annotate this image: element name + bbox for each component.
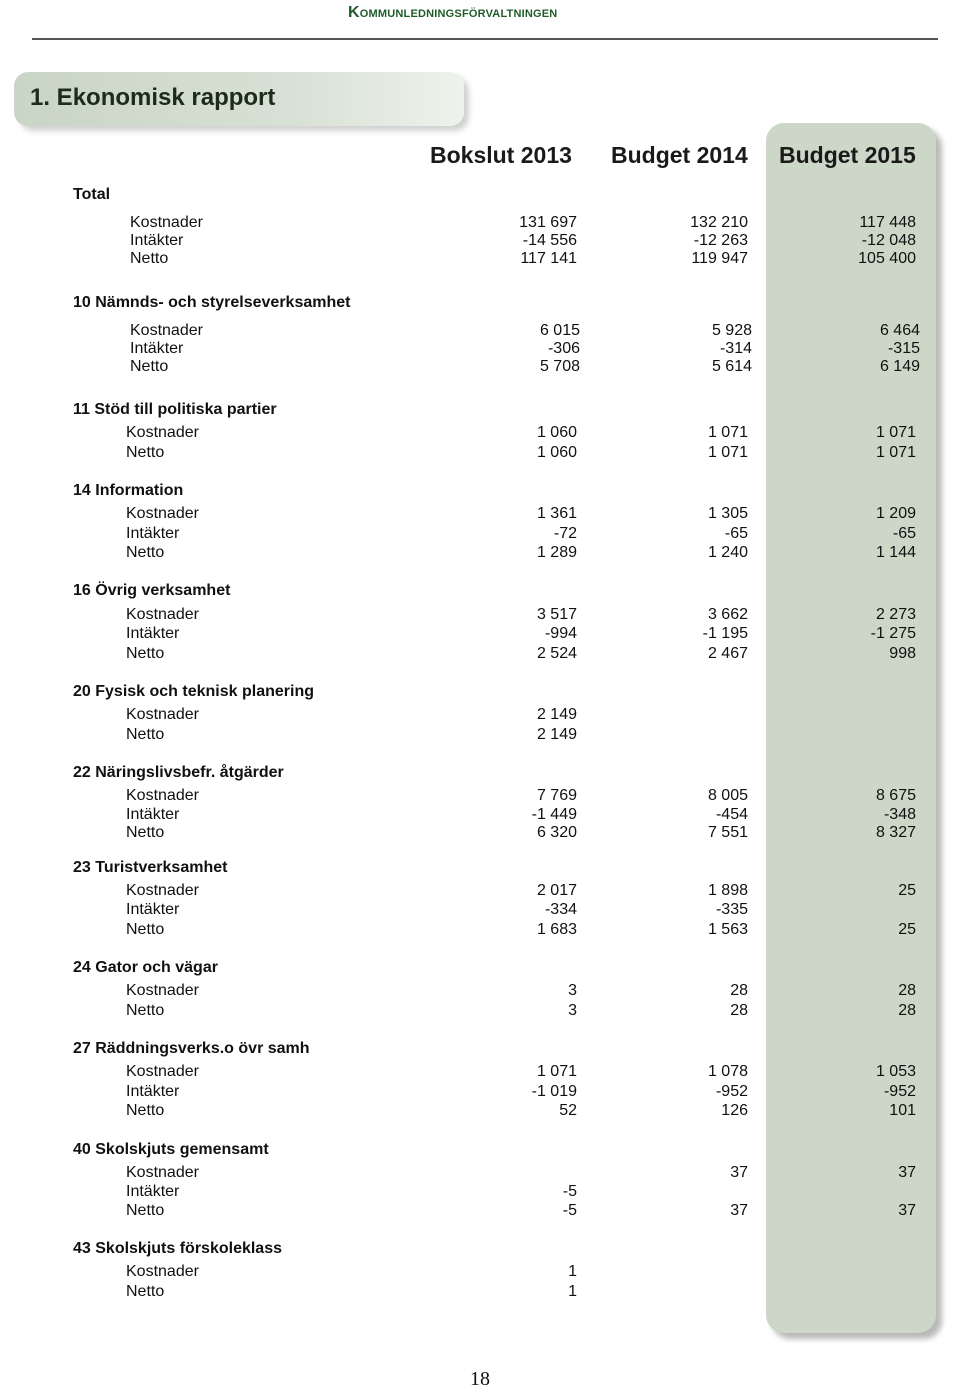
row-label: Netto bbox=[130, 250, 169, 267]
cell-value: -315 bbox=[887, 340, 920, 357]
cell-value: 2 149 bbox=[536, 706, 577, 723]
row-label: Intäkter bbox=[126, 1183, 180, 1200]
cell-value: 1 060 bbox=[536, 444, 577, 461]
cell-value: 1 144 bbox=[875, 544, 916, 561]
cell-value: 119 947 bbox=[691, 250, 748, 267]
cell-value: -14 556 bbox=[522, 232, 577, 249]
cell-value: 101 bbox=[889, 1102, 916, 1119]
cell-value: 1 240 bbox=[707, 544, 748, 561]
cell-value: 37 bbox=[898, 1202, 916, 1219]
row-label: Kostnader bbox=[126, 706, 199, 723]
row-label: Kostnader bbox=[126, 505, 199, 522]
cell-value: -72 bbox=[553, 525, 577, 542]
cell-value: 5 928 bbox=[711, 322, 752, 339]
cell-value: 7 769 bbox=[536, 787, 577, 804]
department-name: Kommunledningsförvaltningen bbox=[348, 4, 558, 21]
cell-value: 1 361 bbox=[536, 505, 577, 522]
cell-value: 1 078 bbox=[707, 1063, 748, 1080]
cell-value: -348 bbox=[883, 806, 916, 823]
cell-value: 1 071 bbox=[707, 424, 748, 441]
cell-value: 1 071 bbox=[875, 444, 916, 461]
row-label: Intäkter bbox=[130, 232, 184, 249]
cell-value: -5 bbox=[562, 1202, 577, 1219]
row-label: Kostnader bbox=[126, 1164, 199, 1181]
cell-value: -952 bbox=[883, 1083, 916, 1100]
section-title: 11 Stöd till politiska partier bbox=[73, 401, 277, 418]
cell-value: 1 683 bbox=[536, 921, 577, 938]
cell-value: 3 bbox=[568, 982, 577, 999]
cell-value: 2 273 bbox=[875, 606, 916, 623]
section-title: 20 Fysisk och teknisk planering bbox=[73, 683, 314, 700]
cell-value: 2 017 bbox=[536, 882, 577, 899]
cell-value: 3 662 bbox=[707, 606, 748, 623]
cell-value: 1 563 bbox=[707, 921, 748, 938]
cell-value: 52 bbox=[559, 1102, 577, 1119]
cell-value: 117 448 bbox=[859, 214, 916, 231]
cell-value: 1 305 bbox=[707, 505, 748, 522]
cell-value: 1 898 bbox=[707, 882, 748, 899]
cell-value: 117 141 bbox=[520, 250, 577, 267]
cell-value: -1 195 bbox=[702, 625, 748, 642]
cell-value: -335 bbox=[715, 901, 748, 918]
cell-value: 28 bbox=[730, 1002, 748, 1019]
cell-value: -65 bbox=[892, 525, 916, 542]
cell-value: 132 210 bbox=[690, 214, 748, 231]
page-number: 18 bbox=[470, 1368, 490, 1390]
row-label: Netto bbox=[126, 544, 165, 561]
row-label: Intäkter bbox=[130, 340, 184, 357]
cell-value: 2 149 bbox=[536, 726, 577, 743]
section-title: Total bbox=[73, 186, 111, 203]
cell-value: 6 320 bbox=[536, 824, 577, 841]
row-label: Intäkter bbox=[126, 806, 180, 823]
cell-value: -12 263 bbox=[693, 232, 748, 249]
row-label: Netto bbox=[130, 358, 169, 375]
section-title: 14 Information bbox=[73, 482, 184, 499]
section-title: 27 Räddningsverks.o övr samh bbox=[73, 1040, 310, 1057]
cell-value: 1 bbox=[568, 1283, 577, 1300]
cell-value: 1 bbox=[568, 1263, 577, 1280]
row-label: Kostnader bbox=[126, 882, 199, 899]
row-label: Netto bbox=[126, 726, 165, 743]
cell-value: -306 bbox=[547, 340, 580, 357]
cell-value: 1 209 bbox=[875, 505, 916, 522]
row-label: Kostnader bbox=[126, 982, 199, 999]
section-title: 10 Nämnds- och styrelseverksamhet bbox=[73, 294, 351, 311]
cell-value: 126 bbox=[721, 1102, 748, 1119]
column-header-budget-2014: Budget 2014 bbox=[611, 142, 748, 168]
cell-value: 998 bbox=[889, 645, 916, 662]
row-label: Netto bbox=[126, 1002, 165, 1019]
row-label: Intäkter bbox=[126, 525, 180, 542]
cell-value: 2 524 bbox=[536, 645, 577, 662]
cell-value: 6 149 bbox=[879, 358, 920, 375]
cell-value: -952 bbox=[715, 1083, 748, 1100]
row-label: Netto bbox=[126, 444, 165, 461]
row-label: Netto bbox=[126, 1102, 165, 1119]
cell-value: -334 bbox=[544, 901, 577, 918]
report-title: 1. Ekonomisk rapport bbox=[30, 84, 276, 111]
cell-value: 1 060 bbox=[536, 424, 577, 441]
row-label: Netto bbox=[126, 824, 165, 841]
page-header bbox=[0, 0, 960, 40]
cell-value: 1 071 bbox=[875, 424, 916, 441]
cell-value: -12 048 bbox=[861, 232, 916, 249]
section-title: 24 Gator och vägar bbox=[73, 959, 218, 976]
cell-value: 2 467 bbox=[707, 645, 748, 662]
budget-2015-highlight bbox=[766, 123, 936, 1333]
column-header-bokslut-2013: Bokslut 2013 bbox=[430, 142, 572, 168]
cell-value: 3 bbox=[568, 1002, 577, 1019]
row-label: Netto bbox=[126, 645, 165, 662]
cell-value: 37 bbox=[730, 1202, 748, 1219]
cell-value: 8 675 bbox=[875, 787, 916, 804]
cell-value: 1 053 bbox=[875, 1063, 916, 1080]
cell-value: -65 bbox=[724, 525, 748, 542]
cell-value: -5 bbox=[562, 1183, 577, 1200]
cell-value: -994 bbox=[544, 625, 577, 642]
cell-value: 28 bbox=[898, 982, 916, 999]
row-label: Kostnader bbox=[126, 1263, 199, 1280]
column-header-budget-2015: Budget 2015 bbox=[779, 142, 916, 168]
cell-value: 6 015 bbox=[539, 322, 580, 339]
cell-value: 131 697 bbox=[519, 214, 577, 231]
section-title: 23 Turistverksamhet bbox=[73, 859, 228, 876]
row-label: Kostnader bbox=[126, 787, 199, 804]
cell-value: 25 bbox=[898, 921, 916, 938]
cell-value: 7 551 bbox=[707, 824, 748, 841]
cell-value: 105 400 bbox=[858, 250, 916, 267]
cell-value: 8 005 bbox=[707, 787, 748, 804]
row-label: Kostnader bbox=[126, 1063, 199, 1080]
row-label: Netto bbox=[126, 921, 165, 938]
section-title: 22 Näringslivsbefr. åtgärder bbox=[73, 764, 284, 781]
cell-value: -454 bbox=[715, 806, 748, 823]
row-label: Kostnader bbox=[130, 322, 203, 339]
cell-value: -1 275 bbox=[870, 625, 916, 642]
cell-value: 25 bbox=[898, 882, 916, 899]
cell-value: 37 bbox=[898, 1164, 916, 1181]
cell-value: 6 464 bbox=[879, 322, 920, 339]
cell-value: -314 bbox=[719, 340, 752, 357]
row-label: Intäkter bbox=[126, 901, 180, 918]
cell-value: 37 bbox=[730, 1164, 748, 1181]
row-label: Intäkter bbox=[126, 625, 180, 642]
cell-value: 3 517 bbox=[536, 606, 577, 623]
row-label: Kostnader bbox=[126, 606, 199, 623]
section-title: 16 Övrig verksamhet bbox=[73, 582, 231, 599]
row-label: Netto bbox=[126, 1202, 165, 1219]
cell-value: 28 bbox=[898, 1002, 916, 1019]
section-title: 43 Skolskjuts förskoleklass bbox=[73, 1240, 282, 1257]
row-label: Intäkter bbox=[126, 1083, 180, 1100]
cell-value: -1 019 bbox=[531, 1083, 577, 1100]
cell-value: 1 071 bbox=[707, 444, 748, 461]
cell-value: 28 bbox=[730, 982, 748, 999]
row-label: Netto bbox=[126, 1283, 165, 1300]
header-rule bbox=[32, 38, 938, 40]
row-label: Kostnader bbox=[130, 214, 203, 231]
section-title: 40 Skolskjuts gemensamt bbox=[73, 1141, 269, 1158]
cell-value: 8 327 bbox=[875, 824, 916, 841]
cell-value: 5 614 bbox=[711, 358, 752, 375]
row-label: Kostnader bbox=[126, 424, 199, 441]
cell-value: 1 289 bbox=[536, 544, 577, 561]
cell-value: 5 708 bbox=[539, 358, 580, 375]
cell-value: 1 071 bbox=[536, 1063, 577, 1080]
cell-value: -1 449 bbox=[531, 806, 577, 823]
